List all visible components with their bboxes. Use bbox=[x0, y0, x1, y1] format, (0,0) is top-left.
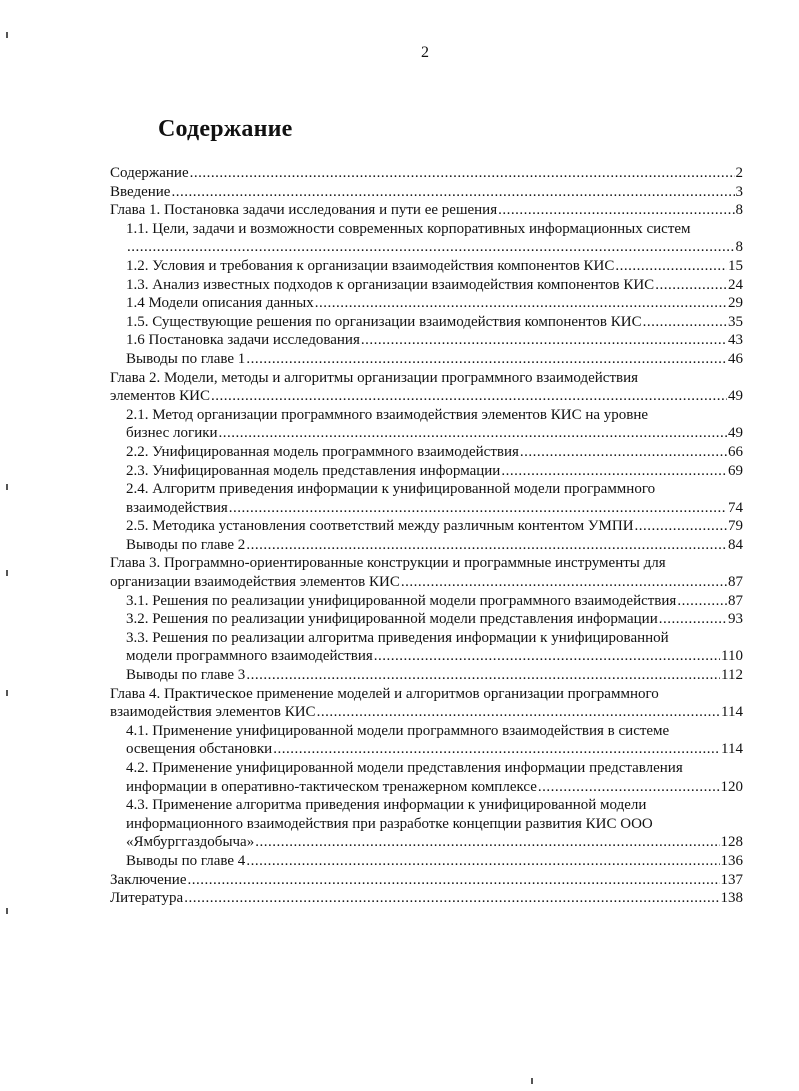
toc-page-number: 87 bbox=[728, 592, 743, 609]
dot-leader bbox=[246, 536, 727, 555]
toc-page-number: 15 bbox=[728, 257, 743, 274]
toc-entry[interactable] bbox=[110, 257, 743, 276]
dot-leader bbox=[361, 331, 727, 350]
toc-entry[interactable] bbox=[110, 852, 743, 871]
toc-entry-text: 3.1. Решения по реализации унифицированной модели программного взаимодействия bbox=[126, 592, 677, 609]
toc-entry[interactable] bbox=[110, 164, 743, 183]
toc-entry-text: взаимодействия bbox=[126, 499, 228, 516]
toc-entry-text: 4.1. Применение унифицированной модели программного взаимодействия в системе bbox=[126, 722, 670, 739]
toc-entry-text: Содержание bbox=[110, 165, 189, 181]
toc-entry-text: Выводы по главе 4 bbox=[126, 852, 246, 869]
toc-entry-text: элементов КИС bbox=[110, 388, 211, 405]
toc-entry-text: 1.1. Цели, задачи и возможности современных корпоративных информационных систем bbox=[126, 220, 691, 237]
toc-entry-text: 3.2. Решения по реализации унифицированной модели представления информации bbox=[126, 611, 658, 628]
table-of-contents bbox=[110, 164, 743, 908]
toc-page-number: 8 bbox=[735, 239, 743, 256]
toc-entry-text: 3.3. Решения по реализации алгоритма приведения информации к унифицированной bbox=[126, 629, 669, 646]
toc-entry-text: 1.3. Анализ известных подходов к организации взаимодействия компонентов КИС bbox=[126, 276, 655, 293]
toc-page-number: 46 bbox=[728, 350, 743, 367]
dot-leader bbox=[401, 573, 727, 592]
dot-leader bbox=[188, 871, 720, 890]
dot-leader bbox=[659, 610, 727, 629]
toc-entry-text: бизнес логики bbox=[126, 425, 218, 442]
toc-page-number: 87 bbox=[728, 574, 743, 591]
toc-page-number: 8 bbox=[735, 202, 743, 219]
toc-entry[interactable] bbox=[110, 629, 743, 666]
toc-entry[interactable] bbox=[110, 294, 743, 313]
toc-page-number: 112 bbox=[721, 667, 743, 684]
dot-leader bbox=[655, 276, 727, 295]
toc-entry-text: организации взаимодействия элементов КИС bbox=[110, 574, 400, 591]
toc-entry-text: Глава 3. Программно-ориентированные конструкции и программные инструменты для bbox=[110, 555, 666, 572]
toc-entry-text: Выводы по главе 2 bbox=[126, 536, 246, 553]
dot-leader bbox=[315, 294, 727, 313]
toc-entry[interactable] bbox=[110, 220, 743, 257]
toc-entry[interactable] bbox=[110, 462, 743, 481]
toc-entry[interactable] bbox=[110, 331, 743, 350]
dot-leader bbox=[211, 387, 727, 406]
page-number: 2 bbox=[421, 44, 429, 61]
toc-entry-text: 1.2. Условия и требования к организации взаимодействия компонентов КИС bbox=[126, 257, 615, 274]
toc-entry-text: 2.5. Методика установления соответствий между различным контентом УМПИ bbox=[126, 518, 634, 535]
dot-leader bbox=[190, 164, 735, 183]
dot-leader bbox=[246, 350, 727, 369]
scan-speck bbox=[6, 32, 8, 38]
scan-speck bbox=[6, 690, 8, 696]
toc-entry-text: информации в оперативно-тактическом тренажерном комплексе bbox=[126, 778, 537, 795]
toc-page-number: 84 bbox=[728, 536, 743, 553]
toc-entry-text: Глава 1. Постановка задачи исследования и пути ее решения bbox=[110, 202, 498, 219]
scan-speck bbox=[6, 484, 8, 490]
toc-page-number: 49 bbox=[728, 388, 743, 405]
toc-entry[interactable] bbox=[110, 610, 743, 629]
scan-speck bbox=[6, 908, 8, 914]
dot-leader bbox=[677, 592, 727, 611]
toc-entry[interactable] bbox=[110, 350, 743, 369]
toc-page-number: 93 bbox=[728, 611, 743, 628]
toc-entry-text: 1.5. Существующие решения по организации взаимодействия компонентов КИС bbox=[126, 313, 642, 330]
toc-entry-text: Глава 2. Модели, методы и алгоритмы организации программного взаимодействия bbox=[110, 369, 639, 386]
toc-page-number: 43 bbox=[728, 332, 743, 349]
dot-leader bbox=[273, 740, 720, 759]
dot-leader bbox=[184, 889, 719, 908]
scan-speck bbox=[531, 1078, 533, 1084]
toc-entry-text: 2.4. Алгоритм приведения информации к унифицированной модели программного bbox=[126, 481, 656, 498]
toc-entry[interactable] bbox=[110, 592, 743, 611]
toc-entry[interactable] bbox=[110, 666, 743, 685]
toc-page-number: 66 bbox=[728, 443, 743, 460]
toc-page-number: 79 bbox=[728, 518, 743, 535]
dot-leader bbox=[643, 313, 727, 332]
toc-entry-text: информационного взаимодействия при разработке концепции развития КИС ООО bbox=[126, 815, 653, 832]
toc-entry-text: взаимодействия элементов КИС bbox=[110, 704, 316, 721]
toc-entry[interactable] bbox=[110, 406, 743, 443]
toc-page-number: 136 bbox=[720, 852, 743, 869]
page-title: Содержание bbox=[158, 116, 293, 142]
toc-entry[interactable] bbox=[110, 722, 743, 759]
toc-entry[interactable] bbox=[110, 443, 743, 462]
toc-page-number: 2 bbox=[735, 165, 743, 181]
toc-entry[interactable] bbox=[110, 313, 743, 332]
toc-entry-text: модели программного взаимодействия bbox=[126, 648, 373, 665]
toc-entry[interactable] bbox=[110, 536, 743, 555]
toc-page-number: 110 bbox=[721, 648, 743, 665]
toc-entry-text: Выводы по главе 1 bbox=[126, 350, 246, 367]
dot-leader bbox=[520, 443, 727, 462]
toc-entry-text: Литература bbox=[110, 890, 184, 907]
toc-page-number: 114 bbox=[721, 704, 743, 721]
toc-entry[interactable] bbox=[110, 871, 743, 890]
toc-entry-text: Заключение bbox=[110, 871, 187, 888]
toc-entry-text: 2.1. Метод организации программного взаимодействия элементов КИС на уровне bbox=[126, 406, 649, 423]
dot-leader bbox=[246, 852, 719, 871]
toc-entry-text: Глава 4. Практическое применение моделей и алгоритмов организации программного bbox=[110, 685, 659, 702]
toc-page-number: 35 bbox=[728, 313, 743, 330]
toc-entry[interactable] bbox=[110, 759, 743, 796]
dot-leader bbox=[615, 257, 727, 276]
toc-entry-text: «Ямбурггаздобыча» bbox=[126, 834, 255, 851]
toc-entry-text: 2.3. Унифицированная модель представления информации bbox=[126, 462, 501, 479]
toc-page-number: 138 bbox=[720, 890, 743, 907]
scan-speck bbox=[6, 570, 8, 576]
toc-entry[interactable] bbox=[110, 796, 743, 852]
dot-leader bbox=[374, 647, 720, 666]
toc-entry[interactable] bbox=[110, 183, 743, 202]
toc-entry-text: освещения обстановки bbox=[126, 741, 273, 758]
dot-leader bbox=[255, 833, 719, 852]
dot-leader bbox=[538, 778, 720, 797]
toc-entry[interactable] bbox=[110, 517, 743, 536]
toc-entry-text: 1.4 Модели описания данных bbox=[126, 295, 314, 312]
toc-page-number: 3 bbox=[735, 183, 743, 200]
dot-leader bbox=[501, 462, 727, 481]
toc-page-number: 128 bbox=[720, 834, 743, 851]
dot-leader bbox=[246, 666, 720, 685]
toc-entry-text: Введение bbox=[110, 183, 171, 200]
toc-page-number: 24 bbox=[728, 276, 743, 293]
toc-page-number: 137 bbox=[720, 871, 743, 888]
toc-entry[interactable] bbox=[110, 276, 743, 295]
toc-entry[interactable] bbox=[110, 889, 743, 908]
toc-entry[interactable] bbox=[110, 554, 743, 591]
toc-page-number: 114 bbox=[721, 741, 743, 758]
dot-leader bbox=[229, 499, 727, 518]
toc-entry[interactable] bbox=[110, 201, 743, 220]
dot-leader bbox=[219, 424, 727, 443]
dot-leader bbox=[498, 201, 734, 220]
toc-entry-text: 2.2. Унифицированная модель программного взаимодействия bbox=[126, 443, 519, 460]
toc-entry-text: Выводы по главе 3 bbox=[126, 667, 246, 684]
toc-entry[interactable] bbox=[110, 369, 743, 406]
toc-entry-text: 1.6 Постановка задачи исследования bbox=[126, 332, 360, 349]
toc-page-number: 69 bbox=[728, 462, 743, 479]
toc-entry[interactable] bbox=[110, 480, 743, 517]
toc-page-number: 49 bbox=[728, 425, 743, 442]
dot-leader bbox=[127, 238, 735, 257]
dot-leader bbox=[171, 183, 734, 202]
dot-leader bbox=[317, 703, 720, 722]
toc-entry[interactable] bbox=[110, 685, 743, 722]
toc-page-number: 29 bbox=[728, 295, 743, 312]
toc-entry-text: 4.2. Применение унифицированной модели представления информации представления bbox=[126, 760, 683, 776]
toc-page-number: 120 bbox=[720, 778, 743, 795]
dot-leader bbox=[635, 517, 727, 536]
toc-page-number: 74 bbox=[728, 499, 743, 516]
toc-entry-text: 4.3. Применение алгоритма приведения информации к унифицированной модели bbox=[126, 797, 647, 814]
